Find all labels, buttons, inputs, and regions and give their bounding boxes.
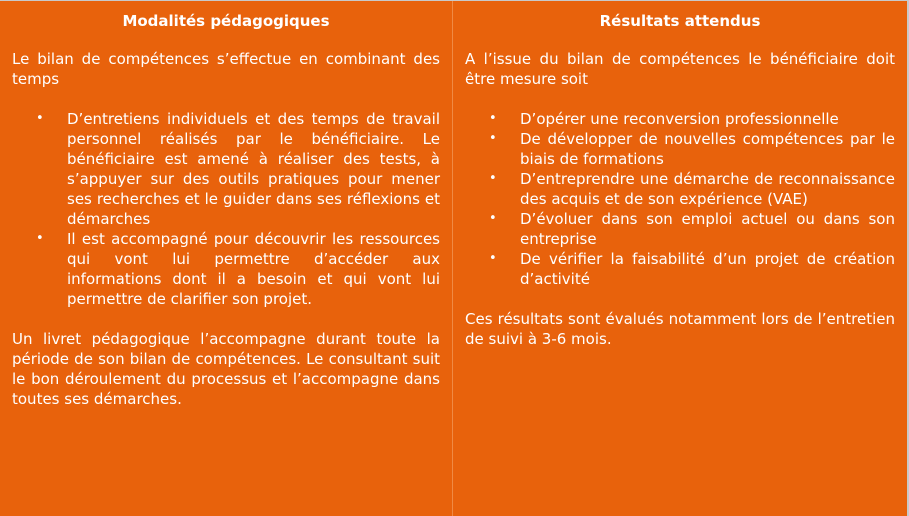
bullet-icon: • (36, 111, 44, 126)
bullet-icon: • (489, 171, 497, 186)
list-item: • D’évoluer dans son emploi actuel ou dans son entreprise (489, 210, 895, 248)
bullet-icon: • (489, 251, 497, 266)
list-item: • D’entretiens individuels et des temps de travail personnel réalisés par le bénéficiaire. Le bénéficiaire est amené à réaliser des tests, à s’appuyer sur des outils pratiques pour mener ses recherches et le guider dans ses réflexions et démarches (36, 110, 440, 228)
list-item: • D’entreprendre une démarche de reconnaissance des acquis et de son expérience (VAE) (489, 170, 895, 208)
modalites-list (12, 109, 440, 309)
list-item: • De vérifier la faisabilité d’un projet de création d’activité (489, 250, 895, 288)
resultats-heading: Résultats attendus (599, 12, 761, 30)
bullet-icon: • (36, 231, 44, 246)
resultats-column (452, 1, 907, 516)
bullet-icon: • (489, 211, 497, 226)
list-item: • D’opérer une reconversion professionnelle (489, 110, 839, 128)
resultats-list (465, 109, 895, 289)
bullet-icon: • (489, 131, 497, 146)
modalites-heading: Modalités pédagogiques (122, 12, 330, 30)
modalites-column (0, 1, 452, 516)
modalites-closing: Un livret pédagogique l’accompagne durant toute la période de son bilan de compétences. Le consultant suit le bon déroulement du processus et l’accompagne dans toutes ses démarches. (12, 330, 440, 408)
resultats-closing: Ces résultats sont évalués notamment lors de l’entretien de suivi à 3-6 mois. (465, 310, 895, 348)
list-item: • Il est accompagné pour découvrir les ressources qui vont lui permettre d’accéder aux informations dont il a besoin et qui vont lui permettre de clarifier son projet. (36, 230, 440, 308)
resultats-intro: A l’issue du bilan de compétences le bénéficiaire doit être mesure soit (465, 50, 895, 88)
modalites-intro: Le bilan de compétences s’effectue en combinant des temps (12, 50, 440, 88)
bullet-icon: • (489, 111, 497, 126)
list-item: • De développer de nouvelles compétences par le biais de formations (489, 130, 895, 168)
